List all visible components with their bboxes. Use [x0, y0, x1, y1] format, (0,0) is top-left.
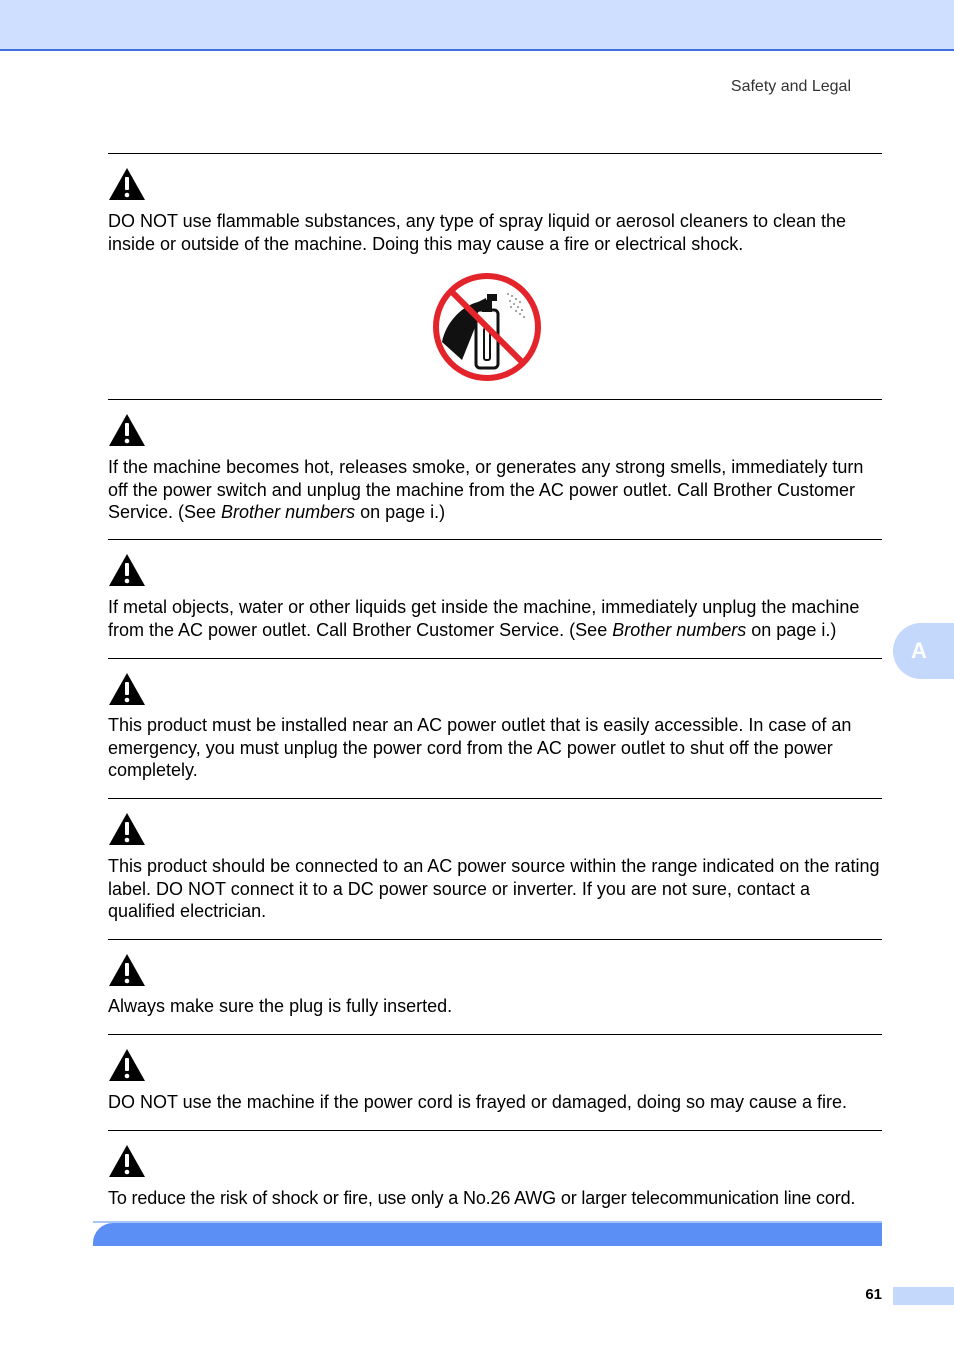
warning-section	[108, 658, 882, 799]
page-number: 61	[865, 1286, 882, 1303]
warning-triangle-icon	[108, 812, 146, 846]
warning-triangle-icon	[108, 953, 146, 987]
warning-section	[108, 399, 882, 540]
warning-text: DO NOT use the machine if the power cord is frayed or damaged, doing so may cause a fire.	[108, 1092, 848, 1112]
warning-section	[108, 153, 882, 400]
warning-text-before: If the machine becomes hot, releases smoke, or generates any strong smells, immediately turn off the power switch and unplug the machine from the AC power outlet. Call Brother Customer Service. (See	[108, 457, 864, 522]
warning-triangle-icon	[108, 553, 146, 587]
brother-numbers-reference: Brother numbers	[612, 619, 747, 640]
warning-text-before: If metal objects, water or other liquids get inside the machine, immediately unplug the machine from the AC power outlet. Call Brother Customer Service. (See	[108, 597, 860, 640]
warning-text-after: on page i.)	[355, 502, 446, 522]
warning-triangle-icon	[108, 167, 146, 201]
warning-section	[108, 798, 882, 940]
warning-triangle-icon	[108, 413, 146, 447]
page-number-tab	[893, 1287, 954, 1305]
running-header: Safety and Legal	[730, 78, 851, 95]
warning-text: This product must be installed near an AC power outlet that is easily accessible. In case of an emergency, you must unplug the power cord from the AC power outlet to shut off the power completely.	[108, 715, 852, 780]
warning-text: DO NOT use flammable substances, any type of spray liquid or aerosol cleaners to clean the inside or outside of the machine. Doing this may cause a fire or electrical shock.	[108, 211, 847, 254]
footer-bar	[93, 1223, 882, 1246]
warning-triangle-icon	[108, 1048, 146, 1082]
warning-text: Always make sure the plug is fully inserted.	[108, 996, 453, 1016]
brother-numbers-reference: Brother numbers	[221, 502, 356, 522]
warning-text-after: on page i.)	[746, 619, 837, 640]
warning-text	[108, 596, 882, 641]
warning-triangle-icon	[108, 672, 146, 706]
warning-section	[108, 939, 882, 1035]
warning-section	[108, 1130, 882, 1219]
header-band	[0, 0, 954, 51]
warning-text: This product should be connected to an AC power source within the range indicated on the rating label. DO NOT connect it to a DC power source or inverter. If you are not sure, contact a qualified electrician.	[108, 856, 880, 921]
warning-text: To reduce the risk of shock or fire, use only a No.26 AWG or larger telecommunication line cord.	[108, 1188, 856, 1208]
warning-section	[108, 539, 882, 659]
warning-triangle-icon	[108, 1144, 146, 1178]
appendix-tab: A	[893, 623, 954, 679]
no-spray-icon	[432, 272, 542, 382]
warning-text	[108, 456, 882, 524]
warning-section	[108, 1034, 882, 1131]
